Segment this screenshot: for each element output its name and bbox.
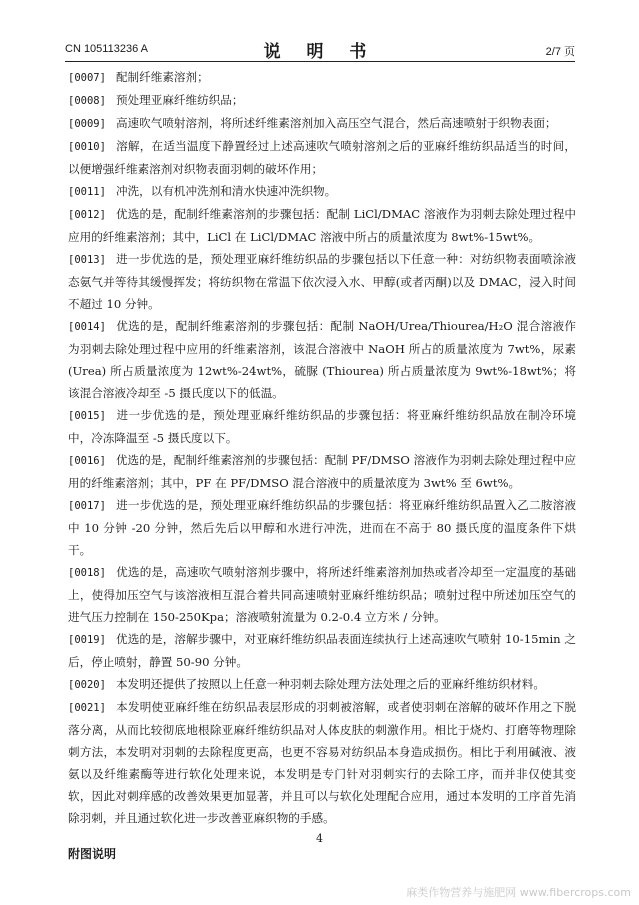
- page-number: 4: [316, 832, 323, 845]
- paragraph-text: 高速吹气喷射溶剂，将所述纤维素溶剂加入高压空气混合，然后高速喷射于织物表面；: [115, 116, 557, 130]
- paragraph-text: 进一步优选的是，预处理亚麻纤维纺织品的步骤包括：将亚麻纤维纺织品置入乙二胺溶液中 10 分钟 -20 分钟，然后先后以甲醇和水进行冲洗，进而在不高于 80 摄氏度的温度条件下烘干。: [68, 498, 576, 557]
- section-heading: 附图说明: [68, 847, 117, 861]
- paragraph-text: 本发明还提供了按照以上任意一种羽刺去除处理方法处理之后的亚麻纤维纺织材料。: [115, 677, 545, 691]
- paragraph: [68, 112, 576, 135]
- paragraph-tag: [0014]: [68, 321, 106, 333]
- paragraph-text: 溶解，在适当温度下静置经过上述高速吹气喷射溶剂之后的亚麻纤维纺织品适当的时间，以便增强纤维素溶剂对织物表面羽刺的破坏作用；: [68, 139, 576, 176]
- paragraph: [68, 561, 576, 628]
- paragraph: [68, 180, 576, 203]
- paragraph-tag: [0009]: [68, 118, 106, 130]
- paragraph-tag: [0019]: [68, 634, 106, 646]
- paragraph: [68, 66, 576, 89]
- document-body: [68, 66, 576, 862]
- paragraph-text: 优选的是，高速吹气喷射溶剂步骤中，将所述纤维素溶剂加热或者冷却至一定温度的基础上，使得加压空气与该溶液相互混合着共同高速喷射亚麻纤维纺织品；喷射过程中所述加压空气的进气压力控制在 150-250Kpa；溶液喷射流量为 0.2-0.4 立方米 / 分钟。: [68, 565, 576, 624]
- paragraph-tag: [0010]: [68, 141, 106, 153]
- paragraph-tag: [0021]: [68, 702, 106, 714]
- paragraph: [68, 449, 576, 494]
- page-header: [65, 37, 575, 62]
- paragraph: [68, 203, 576, 248]
- paragraph-text: 进一步优选的是，预处理亚麻纤维纺织品的步骤包括：将亚麻纤维纺织品放在制冷环境中，冷冻降温至 -5 摄氏度以下。: [68, 408, 576, 445]
- paragraph-text: 优选的是，配制纤维素溶剂的步骤包括：配制 LiCl/DMAC 溶液作为羽刺去除处理过程中应用的纤维素溶剂；其中，LiCl 在 LiCl/DMAC 溶液中所占的质量浓度为 8wt%-15wt%。: [68, 207, 576, 244]
- watermark: 麻类作物营养与施肥网 www.fibercrops.com: [406, 886, 631, 899]
- paragraph: [68, 404, 576, 449]
- paragraph: [68, 135, 576, 180]
- paragraph: [68, 315, 576, 404]
- paragraph-text: 进一步优选的是，预处理亚麻纤维纺织品的步骤包括以下任意一种：对纺织物表面喷涂液态氨气并等待其缓慢挥发；将纺织物在常温下依次浸入水、甲醇(或者丙酮)以及 DMAC，浸入时间不超过 10 分钟。: [68, 252, 576, 311]
- paragraph: [68, 89, 576, 112]
- paragraph: [68, 673, 576, 696]
- header-rule: [65, 61, 575, 62]
- paragraph-text: 冲洗，以有机冲洗剂和清水快速冲洗织物。: [115, 184, 337, 198]
- page-of: 2/7 页: [545, 46, 575, 58]
- paragraph-tag: [0020]: [68, 679, 106, 691]
- paragraph-tag: [0007]: [68, 72, 106, 84]
- paragraph: [68, 696, 576, 829]
- paragraph-tag: [0011]: [68, 186, 106, 198]
- paragraph-tag: [0013]: [68, 254, 106, 266]
- paragraph-tag: [0018]: [68, 567, 106, 579]
- paragraph: [68, 628, 576, 673]
- paragraph: [68, 248, 576, 315]
- paragraph-text: 优选的是，溶解步骤中，对亚麻纤维纺织品表面连续执行上述高速吹气喷射 10-15min 之后，停止喷射，静置 50-90 分钟。: [68, 632, 576, 669]
- document-title: 说 明 书: [263, 42, 377, 62]
- paragraph-tag: [0017]: [68, 500, 106, 512]
- paragraph-tag: [0016]: [68, 455, 106, 467]
- paragraph-tag: [0012]: [68, 209, 106, 221]
- paragraph: [68, 494, 576, 561]
- publication-number: CN 105113236 A: [65, 43, 148, 55]
- paragraph-text: 预处理亚麻纤维纺织品；: [115, 93, 244, 107]
- paragraph-text: 配制纤维素溶剂；: [115, 70, 209, 84]
- paragraph-text: 优选的是，配制纤维素溶剂的步骤包括：配制 NaOH/Urea/Thiourea/H₂O 混合溶液作为羽刺去除处理过程中应用的纤维素溶剂，该混合溶液中 NaOH 所占的质量浓度为 7wt%，尿素 (Urea) 所占质量浓度为 12wt%-24wt%，硫脲 (Thiourea) 所占质量浓度为 9wt%-18wt%；将该混合溶液冷却至 -5 摄氏度以下的低温。: [68, 319, 576, 400]
- paragraph-text: 优选的是，配制纤维素溶剂的步骤包括：配制 PF/DMSO 溶液作为羽刺去除处理过程中应用的纤维素溶剂；其中，PF 在 PF/DMSO 混合溶液中的质量浓度为 3wt% 至 6wt%。: [68, 453, 576, 490]
- paragraph-text: 本发明使亚麻纤维在纺织品表层形成的羽刺被溶解，或者使羽刺在溶解的破坏作用之下脱落分离，从而比较彻底地根除亚麻纤维纺织品对人体皮肤的刺激作用。相比于烧灼、打磨等物理除刺方法，本发明对羽刺的去除程度更高，也更不容易对纺织品本身造成损伤。相比于利用碱液、液氨以及纤维素酶等进行软化处理来说，本发明是专门针对羽刺实行的去除工序，而并非仅使其变软，因此对刺痒感的改善效果更加显著，并且可以与软化处理配合应用，通过本发明的工序首先消除羽刺，并且通过软化进一步改善亚麻织物的手感。: [68, 700, 576, 825]
- paragraph-tag: [0008]: [68, 95, 106, 107]
- paragraph-tag: [0015]: [68, 410, 106, 422]
